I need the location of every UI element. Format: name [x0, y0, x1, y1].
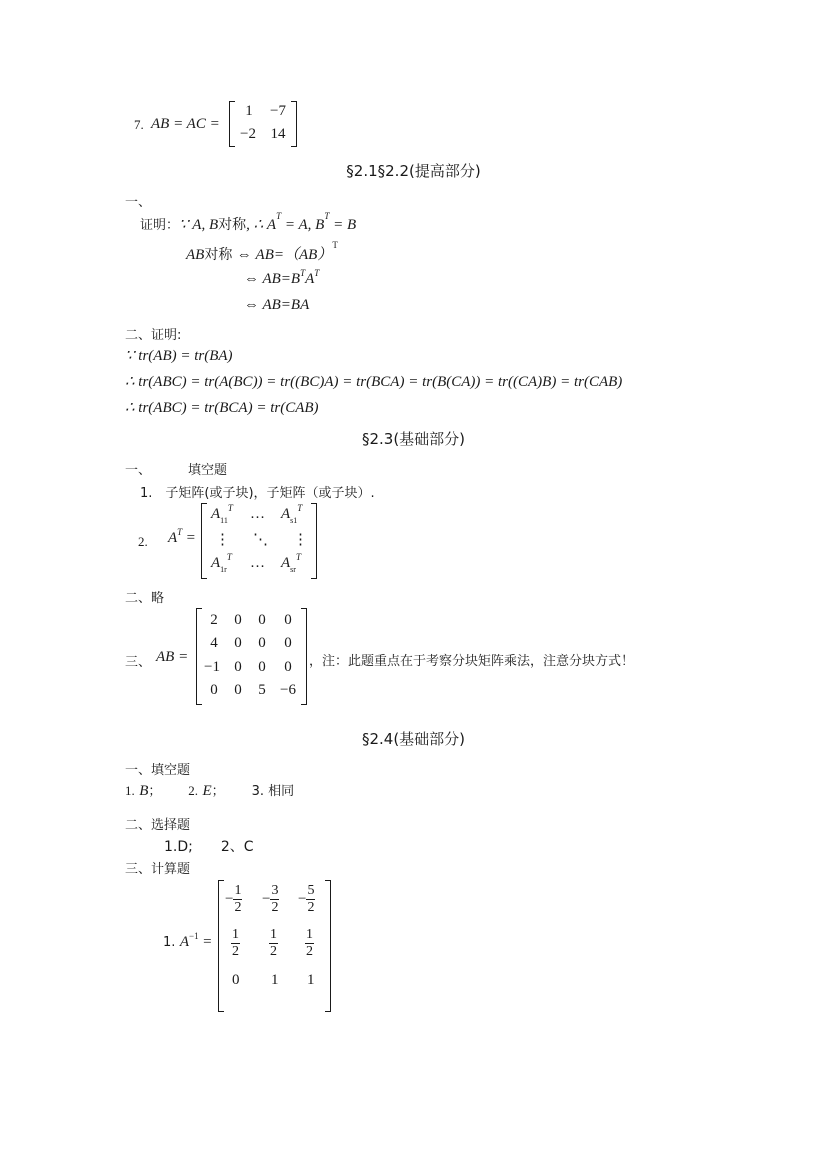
matrix-cell: − $\frac{5}{2}$: [298, 883, 315, 915]
math-text: 对称: [204, 247, 233, 263]
proof-line-1: [140, 211, 357, 234]
matrix-cell: − $\frac{3}{2}$: [262, 883, 279, 915]
matrix-cell: 14: [270, 126, 286, 142]
math-text: ∵ A, B: [179, 217, 219, 233]
matrix-cell: $\frac{1}{2}$: [306, 927, 313, 959]
matrix-cell: $\frac{1}{2}$: [270, 927, 277, 959]
fill-answers: [125, 780, 294, 800]
superscript: T: [300, 268, 306, 278]
part3-label: 三、: [125, 655, 152, 670]
matrix-cell: 1: [271, 972, 279, 988]
equivalence-2: [244, 268, 320, 288]
section-heading-2-4: §2.4(基础部分): [361, 730, 466, 748]
part2-label: 二、证明:: [125, 328, 182, 343]
math-text: 对称: [218, 217, 247, 233]
part2-omitted: 二、略: [125, 591, 165, 606]
equivalence-1: [186, 240, 338, 264]
part3-calc: 三、计算题: [125, 862, 191, 877]
matrix-cell: 0: [210, 682, 218, 698]
equivalence-3: [244, 297, 309, 314]
answer-3: 3. 相同: [251, 784, 295, 799]
item7-equation: AB = AC =: [151, 116, 220, 132]
matrix-cell: $A11^T$: [211, 503, 233, 525]
calc-label: 1.: [163, 935, 176, 950]
trace-line-b: ∴ tr(ABC) = tr(A(BC)) = tr((BC)A) = tr(BCA) = tr(B(CA)) = tr((CA)B) = tr(CAB): [125, 374, 623, 390]
q2-label: 2.: [138, 534, 148, 549]
part1-fill: 一、填空题: [125, 763, 191, 778]
math-text: ⇔ AB=B: [244, 271, 301, 287]
proof-label: 证明：: [140, 218, 180, 233]
inverse-matrix: [218, 880, 331, 1012]
matrix-cell: 2: [210, 612, 218, 628]
math-text: A: [179, 934, 190, 950]
math-text: A: [305, 271, 315, 287]
superscript: T: [314, 268, 320, 278]
matrix-cell: −6: [280, 682, 296, 698]
matrix-cell: 0: [234, 682, 242, 698]
matrix-cell: Asr$^T$: [281, 552, 301, 574]
matrix-cell: 4: [210, 635, 218, 651]
answer-value: E: [202, 783, 212, 799]
item7-label: 7.: [134, 117, 144, 132]
superscript: −1: [189, 931, 199, 941]
math-text: AB: [186, 247, 205, 263]
matrix-cell: 0: [284, 635, 292, 651]
answer-label: 1.: [125, 783, 135, 798]
matrix-cell: 0: [284, 612, 292, 628]
matrix-cell: − $\frac{1}{2}$: [225, 883, 242, 915]
part3-note: ，注：此题重点在于考察分块矩阵乘法，注意分块方式！: [309, 654, 635, 669]
part1-label: 一、: [125, 463, 152, 478]
separator: ；: [211, 784, 225, 799]
math-text: ⇔ AB=（AB）: [236, 247, 333, 263]
superscript: T: [324, 211, 330, 221]
matrix-cell: 0: [258, 659, 266, 675]
part2-choice: 二、选择题: [125, 818, 191, 833]
q2-lhs: [168, 527, 196, 547]
part1-title: 填空题: [188, 463, 228, 478]
matrix-cell: ⋱: [253, 532, 268, 548]
math-text: = A, B: [281, 217, 325, 233]
answer-q1: 1. 子矩阵(或子块)，子矩阵（或子块）.: [140, 486, 375, 501]
superscript: T: [177, 527, 183, 537]
matrix-cell: 0: [284, 659, 292, 675]
matrix-cell: $As1^T$: [281, 503, 303, 525]
matrix-cell: ⋮: [293, 532, 308, 548]
matrix-cell: 0: [258, 612, 266, 628]
matrix-cell: ⋮: [215, 532, 230, 548]
math-text: = B: [329, 217, 357, 233]
matrix-cell: $A1r^T$: [211, 552, 232, 574]
item7-matrix: [229, 101, 297, 147]
matrix-cell: 0: [234, 635, 242, 651]
section-heading-2-1: §2.1§2.2(提高部分): [346, 162, 481, 180]
matrix-cell: 0: [232, 972, 240, 988]
part-label: 一、: [125, 195, 152, 210]
math-text: =: [203, 934, 212, 950]
matrix-cell: 5: [258, 682, 266, 698]
matrix-cell: 1: [307, 972, 315, 988]
matrix-cell: 0: [234, 612, 242, 628]
answer-label: 2.: [188, 783, 199, 798]
math-text: =: [186, 530, 196, 546]
separator: ；: [148, 784, 162, 799]
matrix-cell: …: [250, 555, 265, 571]
matrix-cell: …: [250, 506, 265, 522]
ab-product-matrix: [196, 608, 307, 705]
matrix-cell: 0: [234, 659, 242, 675]
superscript: T: [276, 211, 282, 221]
matrix-cell: −1: [204, 659, 220, 675]
choice-answers: 1.D; 2、C: [164, 839, 254, 855]
math-text: , ∴ A: [246, 217, 277, 233]
block-transpose-matrix: [201, 503, 317, 579]
section-heading-2-3: §2.3(基础部分): [361, 430, 466, 448]
matrix-cell: −2: [240, 126, 256, 142]
matrix-cell: 0: [258, 635, 266, 651]
matrix-cell: −7: [270, 103, 286, 119]
matrix-cell: 1: [245, 103, 253, 119]
part3-lhs: AB =: [156, 649, 189, 665]
math-text: ⇔ AB=BA: [244, 297, 310, 313]
superscript: T: [332, 240, 338, 250]
trace-line-a: ∵ tr(AB) = tr(BA): [125, 348, 233, 364]
trace-line-c: ∴ tr(ABC) = tr(BCA) = tr(CAB): [125, 400, 319, 416]
matrix-cell: $\frac{1}{2}$: [232, 927, 239, 959]
inverse-lhs: [163, 931, 212, 951]
math-text: A: [168, 530, 178, 546]
answer-value: B: [139, 783, 149, 799]
